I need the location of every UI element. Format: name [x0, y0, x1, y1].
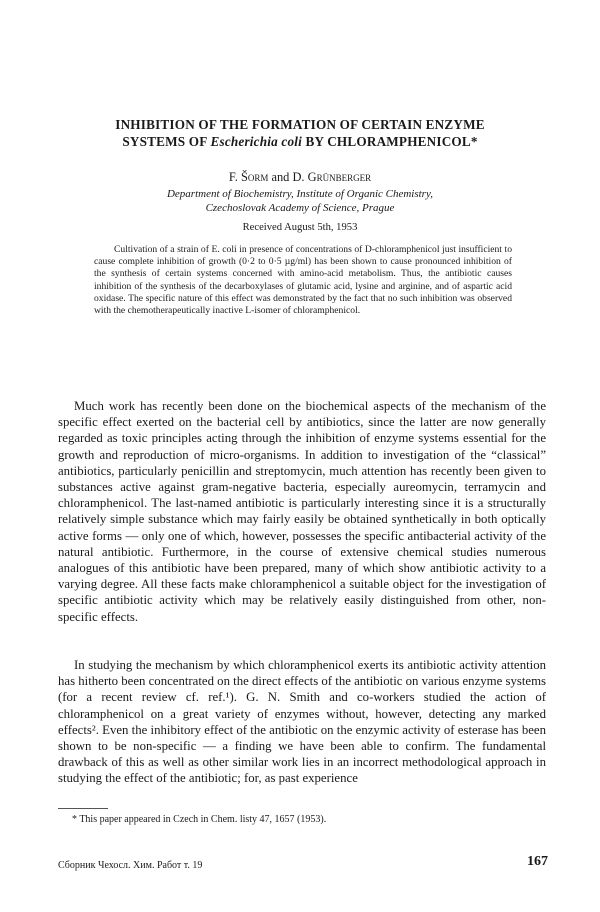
title-line-2-pre: SYSTEMS OF	[122, 134, 211, 149]
footnote-rule	[58, 808, 108, 809]
journal-running-footer: Сборник Чехосл. Хим. Работ т. 19	[58, 860, 203, 871]
title-line-1: INHIBITION OF THE FORMATION OF CERTAIN ENZYME	[115, 117, 485, 132]
affiliation-line-1: Department of Biochemistry, Institute of Organic Chemistry,	[166, 188, 433, 200]
title-organism: Escherichia coli	[210, 134, 302, 149]
author-1-initial: F.	[228, 170, 241, 184]
authors-and: and D.	[268, 170, 308, 184]
page-number: 167	[527, 854, 548, 869]
affiliation-line-2: Czechoslovak Academy of Science, Prague	[205, 202, 395, 214]
authors	[40, 170, 560, 185]
paper-title	[40, 116, 560, 150]
received-date: Received August 5th, 1953	[242, 222, 358, 233]
author-2-name: Grünberger	[307, 170, 372, 184]
body-paragraph-1: Much work has recently been done on the biochemical aspects of the mechanism of the specific effect exerted on the bacterial cell by antibiotics, since the latter are now generally regarded as toxic principles acting through the inhibition of enzyme systems essential for the growth and reproduction of micro-organisms. In addition to investigation of the “classical” antibiotics, particularly penicillin and streptomycin, much attention has recently been given to substances active against gram-negative bacteria, especially aureomycin, terramycin and chloramphenicol. The last-named antibiotic is particularly interesting since it is a structurally relatively simple substance which may fairly easily be obtained synthetically in both optically active forms — only one of which, however, possesses the specific antibacterial activity of the natural antibiotic. Furthermore, in the course of extensive chemical studies numerous analogues of this antibiotic have been prepared, many of which show antibiotic activity to a varying degree. All these facts make chloramphenicol a suitable object for the investigation of specific antibiotic activity which may be relatively easily distinguished from other, non-specific effects.	[58, 399, 546, 624]
affiliation	[40, 187, 560, 215]
body-paragraph-2: In studying the mechanism by which chloramphenicol exerts its antibiotic activity attention has hitherto been concentrated on the direct effects of the antibiotic on various enzyme systems (for a recent review cf. ref.¹). G. N. Smith and co-workers studied the action of chloramphenicol on a great variety of enzymes without, however, detecting any marked effects². Even the inhibitory effect of the antibiotic on the enzymic activity of esterase has been shown to be non-specific — a finding we have been able to confirm. The fundamental drawback of this as well as other similar work lies in an incorrect methodological approach in studying the effect of the antibiotic; for, as past experience	[58, 658, 547, 786]
footnote: * This paper appeared in Czech in Chem. listy 47, 1657 (1953).	[72, 814, 327, 825]
author-1-name: Šorm	[240, 170, 269, 184]
abstract: Cultivation of a strain of E. coli in presence of concentrations of D-chloramphenicol just insufficient to cause complete inhibition of growth (0·2 to 0·5 µg/ml) has been shown to cause pronounced inhibition of the synthesis of certain systems concerned with amino-acid metabolism. Thus, the antibiotic causes inhibition of the synthesis of the decarboxylases of glutamic acid, lysine and arginine, and of aspartic acid oxidase. The specific nature of this effect was demonstrated by the fact that no such inhibition was observed with the chemotherapeutically inactive L-isomer of chloramphenicol.	[94, 244, 512, 317]
title-line-2-post: BY CHLORAMPHENICOL*	[301, 134, 478, 149]
